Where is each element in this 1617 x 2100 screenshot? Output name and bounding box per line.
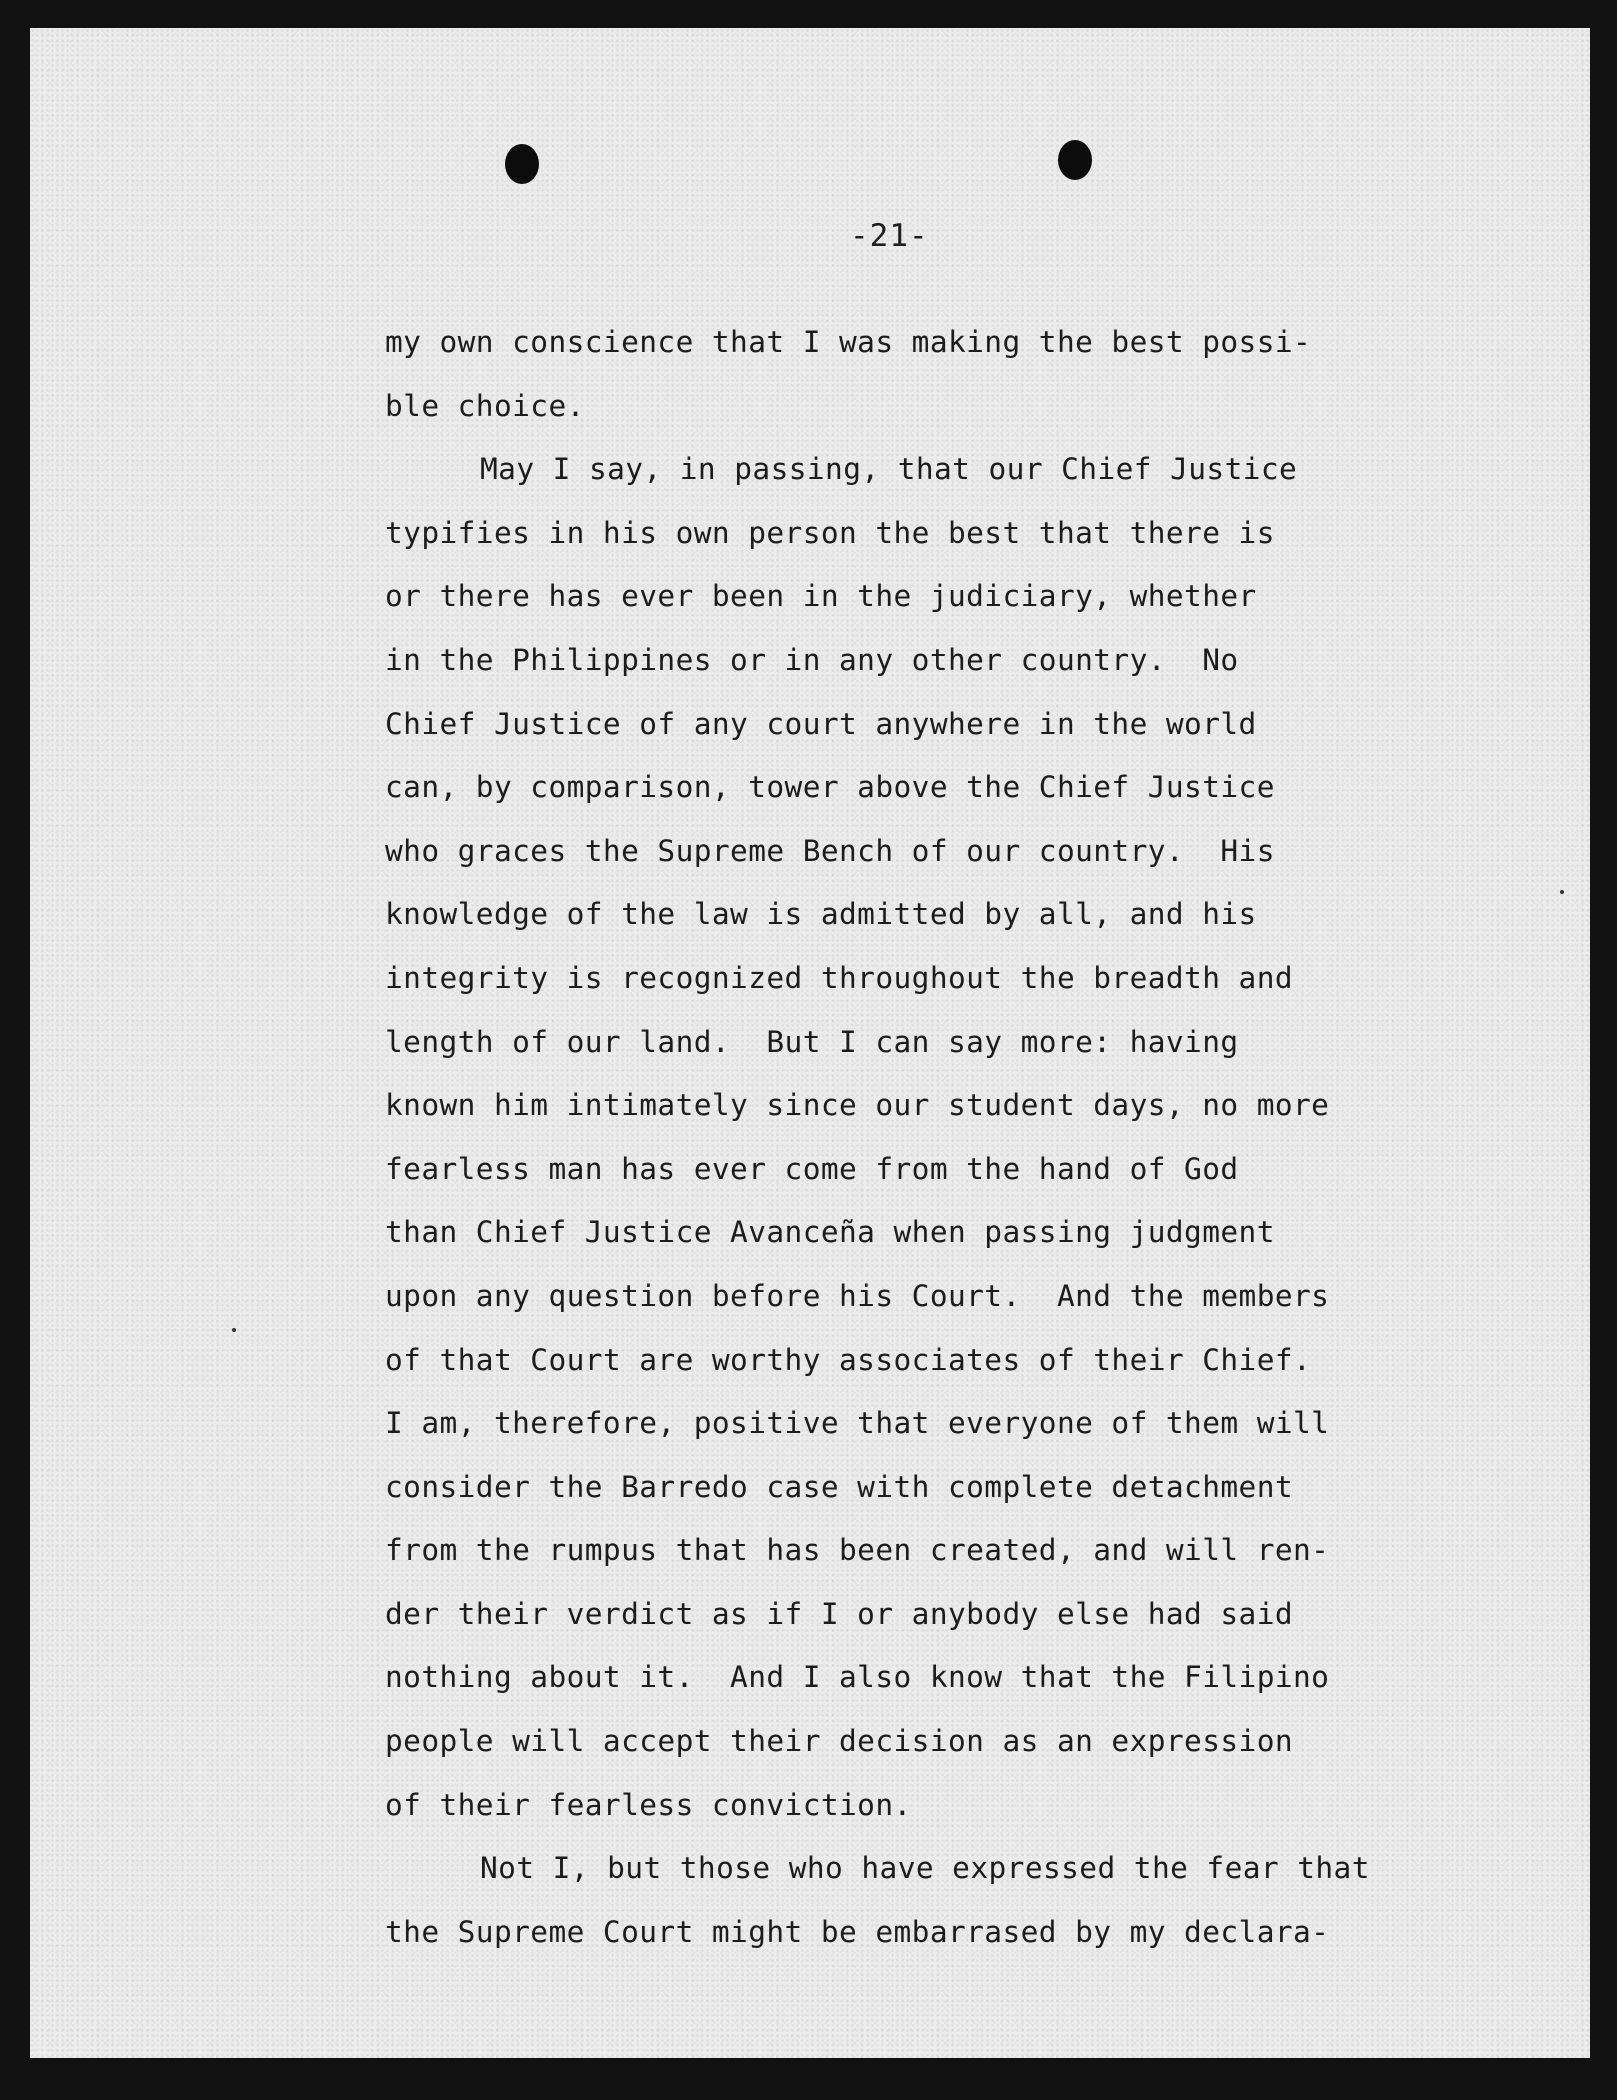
text-line: can, by comparison, tower above the Chief Justice [385, 770, 1275, 805]
text-line: length of our land. But I can say more: having [385, 1024, 1239, 1059]
page-number: -21- [850, 218, 929, 254]
text-line: consider the Barredo case with complete detachment [385, 1469, 1294, 1504]
text-line: der their verdict as if I or anybody else had said [385, 1596, 1294, 1631]
stray-ink-dot [232, 1328, 236, 1332]
typewritten-body [385, 311, 1525, 1964]
text-line: nothing about it. And I also know that the Filipino [385, 1660, 1330, 1695]
text-line: Chief Justice of any court anywhere in the world [385, 706, 1257, 741]
text-line: ble choice. [385, 388, 585, 423]
text-line: I am, therefore, positive that everyone of them will [385, 1406, 1330, 1441]
text-line: my own conscience that I was making the best possi- [385, 325, 1312, 359]
punch-hole-left [505, 144, 539, 184]
punch-hole-right [1058, 140, 1092, 180]
text-line: than Chief Justice Avanceña when passing judgment [385, 1215, 1275, 1250]
text-line: or there has ever been in the judiciary, whether [385, 579, 1257, 614]
text-line: of their fearless conviction. [385, 1787, 912, 1822]
paragraph-start-line: Not I, but those who have expressed the fear that [480, 1851, 1370, 1886]
text-line: in the Philippines or in any other country. No [385, 642, 1239, 677]
text-line: who graces the Supreme Bench of our country. His [385, 833, 1275, 868]
text-line: integrity is recognized throughout the breadth and [385, 960, 1294, 995]
text-line: people will accept their decision as an expression [385, 1724, 1294, 1759]
text-line: typifies in his own person the best that there is [385, 515, 1275, 550]
text-line: upon any question before his Court. And the members [385, 1278, 1330, 1313]
text-line: of that Court are worthy associates of their Chief. [385, 1342, 1312, 1377]
stray-ink-dot [1560, 890, 1564, 894]
text-line: from the rumpus that has been created, and will ren- [385, 1533, 1330, 1568]
document-page [30, 28, 1590, 2058]
text-line: fearless man has ever come from the hand of God [385, 1151, 1239, 1186]
text-line: known him intimately since our student days, no more [385, 1088, 1330, 1123]
paragraph-start-line: May I say, in passing, that our Chief Justice [480, 452, 1298, 487]
text-line: the Supreme Court might be embarrased by my declara- [385, 1914, 1330, 1949]
text-line: knowledge of the law is admitted by all, and his [385, 897, 1257, 932]
